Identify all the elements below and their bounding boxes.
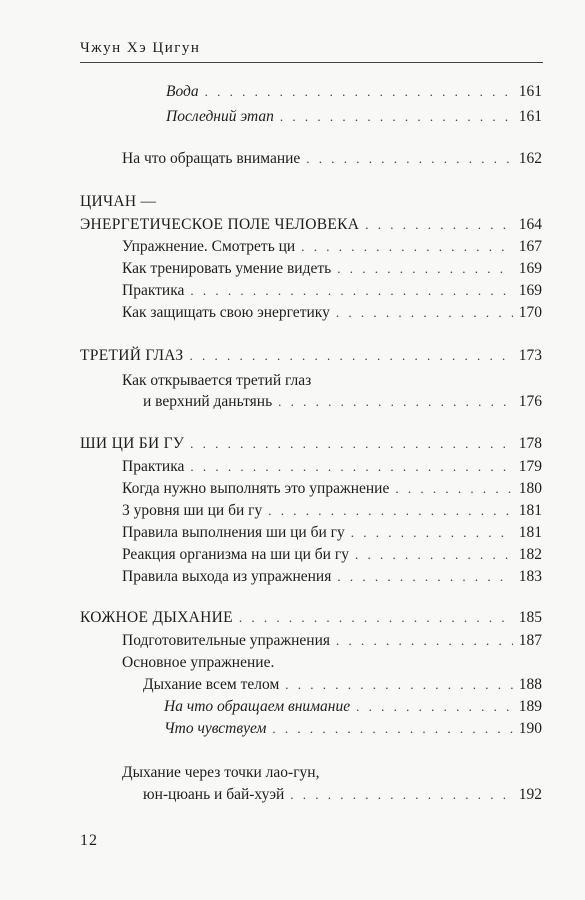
toc-entry	[80, 281, 542, 301]
entry-page: 180	[518, 480, 542, 497]
dot-leader	[336, 303, 513, 323]
toc-entry	[80, 675, 542, 695]
entry-title: Вода	[166, 83, 199, 100]
dot-leader	[355, 545, 513, 565]
entry-title: КОЖНОЕ ДЫХАНИЕ	[80, 609, 233, 626]
entry-page: 164	[518, 216, 542, 233]
dot-leader	[189, 346, 512, 366]
entry-page: 169	[518, 260, 542, 277]
entry-title: Как тренировать умение видеть	[122, 260, 332, 277]
entry-page: 161	[518, 83, 542, 100]
entry-page: 189	[518, 698, 542, 715]
entry-title: Реакция организма на ши ци би гу	[122, 546, 349, 563]
dot-leader	[336, 631, 513, 651]
dot-leader	[395, 479, 512, 499]
entry-page: 169	[518, 282, 542, 299]
dot-leader	[190, 434, 513, 454]
entry-title: Дыхание всем телом	[143, 676, 280, 693]
entry-page: 173	[518, 347, 542, 364]
entry-title: На что обращать внимание	[122, 150, 301, 167]
entry-title: ЭНЕРГЕТИЧЕСКОЕ ПОЛЕ ЧЕЛОВЕКА	[80, 216, 360, 233]
entry-title: Практика	[122, 282, 185, 299]
entry-title: Последний этап	[166, 108, 274, 125]
entry-title: Как защищать свою энергетику	[122, 304, 330, 321]
entry-title: Как открывается третий глаз	[122, 372, 312, 389]
entry-page: 185	[518, 609, 542, 626]
dot-leader	[290, 785, 512, 805]
toc-entry	[80, 237, 542, 257]
toc-entry	[80, 434, 542, 454]
dot-leader	[285, 675, 512, 695]
entry-page: 170	[518, 304, 542, 321]
toc-entry	[80, 567, 542, 587]
entry-title: ЦИЧАН —	[80, 193, 157, 210]
page-number: 12	[80, 832, 98, 849]
dot-leader	[301, 237, 513, 257]
toc-entry	[80, 608, 542, 628]
toc-entry	[80, 763, 542, 783]
toc-entry	[80, 785, 542, 805]
entry-title: Основное упражнение.	[122, 654, 275, 671]
toc-entry	[80, 697, 542, 717]
entry-title: Правила выполнения ши ци би гу	[122, 524, 345, 541]
entry-title: юн-цюань и бай-хуэй	[143, 786, 285, 803]
dot-leader	[272, 719, 512, 739]
dot-leader	[278, 392, 513, 412]
entry-title: Подготовительные упражнения	[122, 632, 331, 649]
entry-title: и верхний даньтянь	[143, 393, 273, 410]
toc-entry	[80, 215, 542, 235]
toc-entry	[80, 192, 542, 212]
dot-leader	[337, 259, 513, 279]
dot-leader	[280, 107, 513, 127]
dot-leader	[190, 457, 512, 477]
dot-leader	[306, 149, 512, 169]
entry-page: 181	[518, 524, 542, 541]
entry-page: 167	[518, 238, 542, 255]
running-head: Чжун Хэ Цигун	[80, 40, 201, 56]
dot-leader	[190, 281, 512, 301]
toc-entry	[80, 545, 542, 565]
toc-entry	[80, 392, 542, 412]
entry-title: Упражнение. Смотреть ци	[122, 238, 296, 255]
entry-page: 182	[518, 546, 542, 563]
dot-leader	[337, 567, 512, 587]
toc-entry	[80, 501, 542, 521]
entry-page: 188	[518, 676, 542, 693]
toc-entry	[80, 479, 542, 499]
entry-page: 178	[518, 435, 542, 452]
entry-page: 187	[518, 632, 542, 649]
entry-title: Дыхание через точки лао-гун,	[122, 764, 320, 781]
entry-page: 161	[518, 108, 542, 125]
dot-leader	[351, 523, 513, 543]
toc-entry	[80, 82, 542, 102]
entry-title: 3 уровня ши ци би гу	[122, 502, 263, 519]
entry-page: 192	[518, 786, 542, 803]
entry-title: Когда нужно выполнять это упражнение	[122, 480, 390, 497]
entry-title: ТРЕТИЙ ГЛАЗ	[80, 347, 184, 364]
dot-leader	[356, 697, 513, 717]
entry-page: 162	[518, 150, 542, 167]
toc-entry	[80, 371, 542, 391]
toc-entry	[80, 149, 542, 169]
entry-title: Практика	[122, 458, 185, 475]
toc-entry	[80, 457, 542, 477]
toc-entry	[80, 303, 542, 323]
entry-page: 179	[518, 458, 542, 475]
entry-title: ШИ ЦИ БИ ГУ	[80, 435, 185, 452]
entry-page: 183	[518, 568, 542, 585]
dot-leader	[239, 608, 513, 628]
toc-entry	[80, 523, 542, 543]
dot-leader	[268, 501, 513, 521]
toc-entry	[80, 631, 542, 651]
entry-title: Что чувствуем	[164, 720, 267, 737]
toc-entry	[80, 346, 542, 366]
entry-title: Правила выхода из упражнения	[122, 568, 332, 585]
dot-leader	[365, 215, 513, 235]
entry-page: 176	[518, 393, 542, 410]
header-rule	[80, 62, 543, 63]
toc-entry	[80, 653, 542, 673]
entry-page: 181	[518, 502, 542, 519]
entry-page: 190	[518, 720, 542, 737]
toc-entry	[80, 259, 542, 279]
toc-entry	[80, 719, 542, 739]
entry-title: На что обращаем внимание	[164, 698, 351, 715]
toc-entry	[80, 107, 542, 127]
dot-leader	[205, 82, 513, 102]
